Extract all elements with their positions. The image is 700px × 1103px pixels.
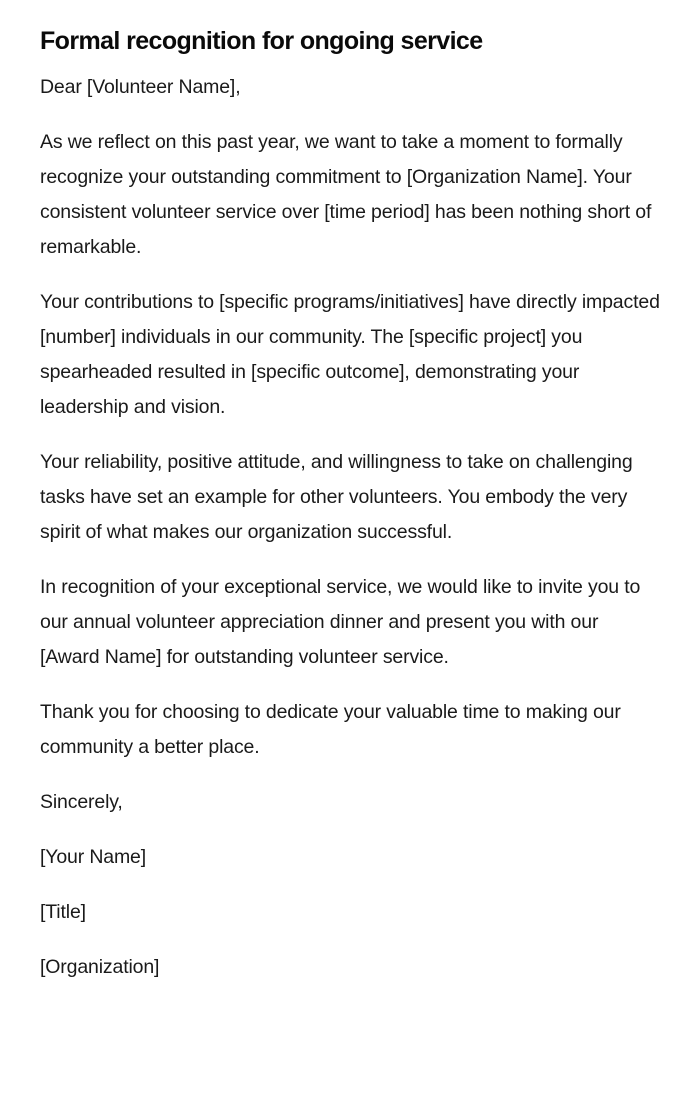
- body-paragraph-4: In recognition of your exceptional service, we would like to invite you to our annual volunteer appreciation dinner and present you with our [Award Name] for outstanding volunteer service.: [40, 576, 641, 668]
- body-paragraph-1: As we reflect on this past year, we want to take a moment to formally recognize your outstanding commitment to [Organization Name]. Your consistent volunteer service over [time period] has been nothing short of remarkable.: [40, 131, 652, 258]
- letter-title: Formal recognition for ongoing service: [40, 27, 483, 55]
- salutation: Dear [Volunteer Name],: [40, 76, 241, 98]
- signature-title: [Title]: [40, 901, 86, 923]
- body-paragraph-2: Your contributions to [specific programs/initiatives] have directly impacted [number] individuals in our community. The [specific project] you spearheaded resulted in [specific outcome], demonstrating your leadership and vision.: [40, 291, 660, 418]
- closing: Sincerely,: [40, 791, 123, 813]
- signature-organization: [Organization]: [40, 956, 160, 978]
- body-paragraph-5: Thank you for choosing to dedicate your valuable time to making our community a better place.: [40, 701, 621, 758]
- signature-name: [Your Name]: [40, 846, 147, 868]
- body-paragraph-3: Your reliability, positive attitude, and willingness to take on challenging tasks have set an example for other volunteers. You embody the very spirit of what makes our organization successful.: [40, 451, 633, 543]
